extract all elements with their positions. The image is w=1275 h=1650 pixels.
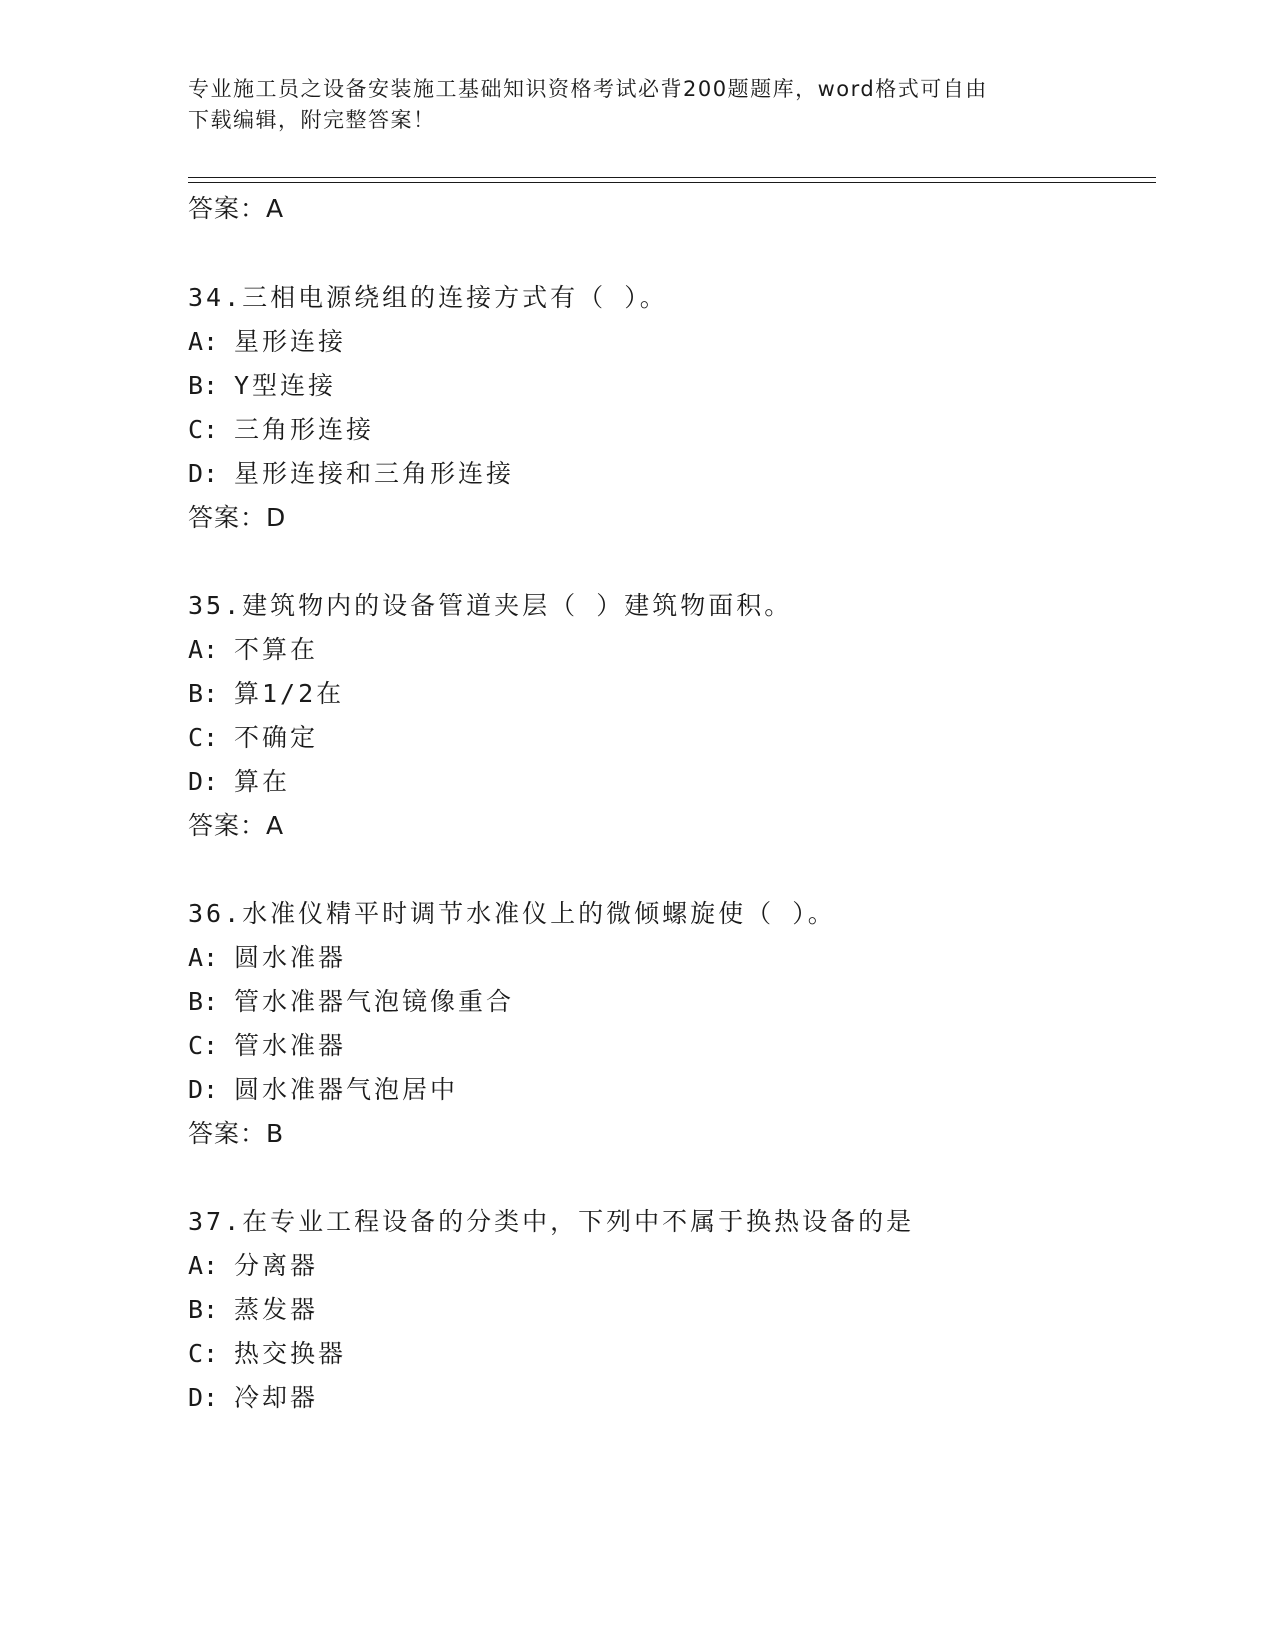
header-divider-bottom — [188, 182, 1156, 183]
option-text: 三角形连接 — [234, 415, 375, 444]
header-divider-top — [188, 177, 1156, 178]
question-34-stem: 34.三相电源绕组的连接方式有（ ）。 — [188, 283, 668, 312]
question-35-option-a — [188, 630, 318, 670]
question-36-option-a — [188, 938, 346, 978]
question-36-stem: 36.水准仪精平时调节水准仪上的微倾螺旋使（ ）。 — [188, 899, 836, 928]
question-34-option-d — [188, 454, 514, 494]
question-37-option-d — [188, 1378, 318, 1418]
question-35-option-b — [188, 674, 344, 714]
option-key: B: — [188, 987, 219, 1016]
option-key: C: — [188, 1339, 219, 1368]
question-36-answer: 答案：B — [188, 1119, 285, 1148]
question-35-answer: 答案：A — [188, 811, 285, 840]
option-key: A: — [188, 327, 219, 356]
option-key: A: — [188, 1251, 219, 1280]
question-35-option-d — [188, 762, 290, 802]
option-key: A: — [188, 943, 219, 972]
option-key: B: — [188, 371, 219, 400]
question-37-stem: 37.在专业工程设备的分类中，下列中不属于换热设备的是 — [188, 1207, 915, 1236]
option-text: 算1/2在 — [234, 679, 345, 708]
option-text: 圆水准器 — [234, 943, 347, 972]
option-text: 不确定 — [234, 723, 319, 752]
question-35-option-c — [188, 718, 318, 758]
option-text: 分离器 — [234, 1251, 319, 1280]
option-text: 不算在 — [234, 635, 319, 664]
option-key: D: — [188, 1075, 219, 1104]
option-text: 蒸发器 — [234, 1295, 319, 1324]
option-key: A: — [188, 635, 219, 664]
option-text: 算在 — [234, 767, 291, 796]
question-36-option-d — [188, 1070, 458, 1110]
option-text: 管水准器 — [234, 1031, 347, 1060]
option-text: 管水准器气泡镜像重合 — [234, 987, 515, 1016]
option-key: C: — [188, 1031, 219, 1060]
option-key: D: — [188, 1383, 219, 1412]
question-36-option-b — [188, 982, 514, 1022]
option-text: 圆水准器气泡居中 — [234, 1075, 459, 1104]
question-37-option-a — [188, 1246, 318, 1286]
option-text: 星形连接和三角形连接 — [234, 459, 515, 488]
option-key: C: — [188, 415, 219, 444]
question-34-option-c — [188, 410, 374, 450]
document-header — [188, 74, 1088, 136]
option-key: B: — [188, 679, 219, 708]
option-text: 热交换器 — [234, 1339, 347, 1368]
option-key: D: — [188, 767, 219, 796]
answer-33: 答案：A — [188, 194, 285, 223]
header-line-2: 下载编辑，附完整答案！ — [188, 108, 436, 132]
header-line-1: 专业施工员之设备安装施工基础知识资格考试必背200题题库，word格式可自由 — [188, 77, 988, 101]
option-key: C: — [188, 723, 219, 752]
question-34-option-a — [188, 322, 346, 362]
option-key: D: — [188, 459, 219, 488]
question-34-option-b — [188, 366, 336, 406]
question-37-option-b — [188, 1290, 318, 1330]
option-text: 星形连接 — [234, 327, 347, 356]
question-37-option-c — [188, 1334, 346, 1374]
question-34-answer: 答案：D — [188, 503, 287, 532]
option-text: 冷却器 — [234, 1383, 319, 1412]
question-36-option-c — [188, 1026, 346, 1066]
question-35-stem: 35.建筑物内的设备管道夹层（ ）建筑物面积。 — [188, 591, 793, 620]
option-text: Y型连接 — [234, 371, 337, 400]
option-key: B: — [188, 1295, 219, 1324]
